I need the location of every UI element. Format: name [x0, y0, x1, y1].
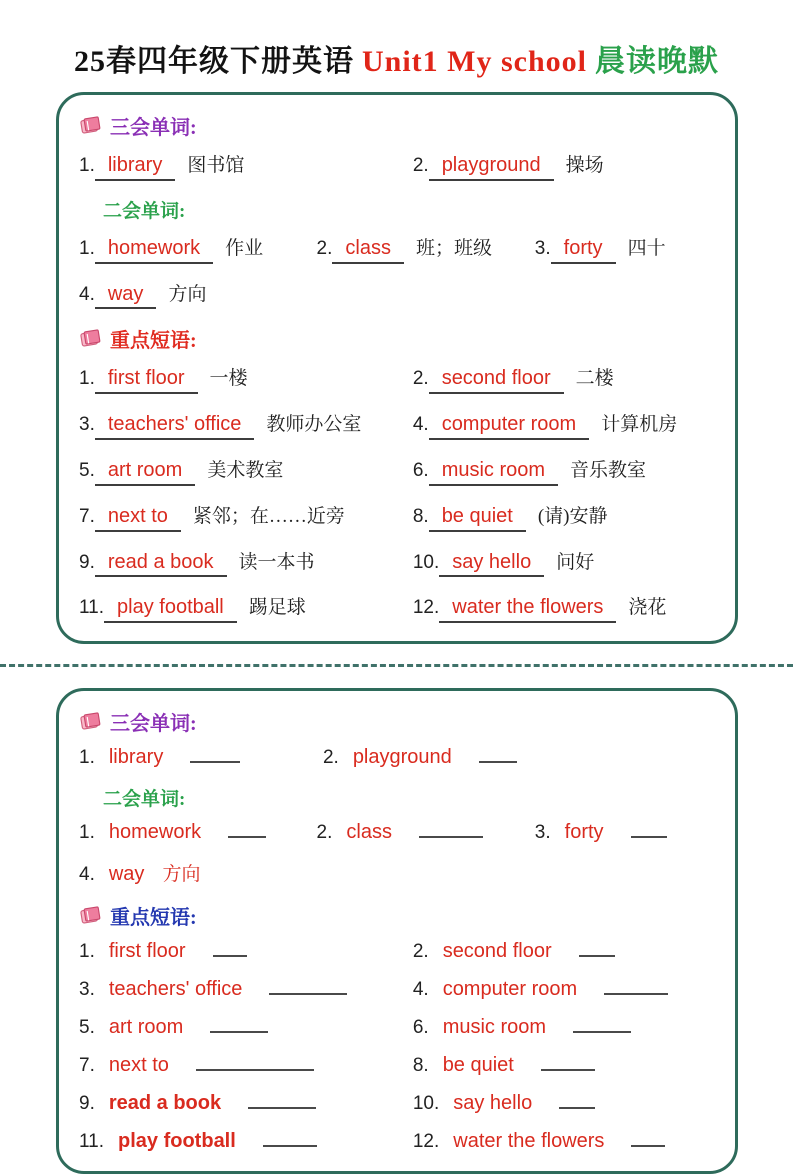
answer-blank — [95, 412, 255, 440]
blank-line — [573, 1016, 631, 1033]
section-header-erhui: 二会单词: — [103, 200, 186, 222]
item-number: 2. — [316, 822, 333, 844]
answer-word: water the flowers — [452, 596, 604, 619]
section-header-erhui: 二会单词: — [103, 789, 186, 811]
chinese-meaning: 操场 — [565, 155, 604, 176]
phrase-item — [413, 547, 721, 578]
item-number: 3. — [534, 237, 551, 259]
phrase-item — [79, 501, 413, 532]
item-number: 1. — [79, 941, 95, 963]
phrase-item — [79, 1092, 413, 1115]
answer-word: next to — [107, 504, 168, 527]
phrase-word: play football — [118, 1130, 236, 1153]
answer-box — [56, 92, 738, 644]
phrase-item — [79, 547, 413, 578]
phrase-row — [79, 592, 721, 623]
item-number: 5. — [79, 459, 95, 481]
blank-line — [190, 746, 240, 763]
book-icon — [79, 712, 102, 731]
vocab-item — [413, 150, 721, 181]
chinese-meaning: 四十 — [627, 237, 666, 259]
item-number: 7. — [79, 505, 95, 527]
phrase-row — [79, 1092, 721, 1115]
answer-blank — [429, 366, 564, 394]
chinese-meaning: 二楼 — [575, 368, 614, 390]
answer-word: forty — [563, 236, 603, 259]
blank-line — [479, 746, 517, 763]
answer-blank — [95, 153, 175, 181]
chinese-meaning: 图书馆 — [187, 155, 245, 176]
item-number: 9. — [79, 551, 95, 573]
item-number: 8. — [412, 505, 429, 527]
chinese-meaning: 方向 — [162, 864, 201, 886]
answer-blank — [95, 550, 227, 578]
answer-blank — [439, 550, 544, 578]
vocab-item — [79, 150, 413, 181]
answer-blank — [95, 236, 213, 264]
item-number: 2. — [412, 368, 429, 390]
phrase-row — [79, 547, 721, 578]
blank-line — [228, 821, 266, 838]
answer-blank — [429, 153, 554, 181]
item-number: 2. — [412, 941, 429, 963]
answer-word: computer room — [441, 413, 577, 436]
item-number: 4. — [412, 979, 429, 1001]
item-number: 12. — [412, 1131, 440, 1153]
practice-box — [56, 688, 738, 1174]
item-number: 6. — [412, 1017, 429, 1039]
item-number: 1. — [79, 155, 95, 176]
chinese-meaning: 问好 — [556, 551, 595, 573]
item-number: 4. — [412, 414, 429, 436]
item-number: 4. — [79, 283, 95, 305]
blank-line — [269, 978, 347, 995]
blank-line — [263, 1130, 317, 1147]
title-suffix: 晨读晚默 — [595, 45, 719, 78]
chinese-meaning: 读一本书 — [238, 551, 315, 573]
item-number: 10. — [412, 1093, 440, 1115]
phrase-item — [413, 592, 721, 623]
vocab-item — [79, 233, 317, 264]
item-number: 8. — [412, 1055, 429, 1077]
section-header-sanhui — [79, 111, 721, 140]
phrase-item — [413, 1092, 721, 1115]
item-number: 9. — [79, 1093, 95, 1115]
answer-word: say hello — [452, 550, 532, 573]
phrase-row — [79, 1054, 721, 1077]
phrase-item — [79, 1130, 413, 1153]
worksheet-page — [0, 36, 793, 1174]
item-number: 7. — [79, 1055, 95, 1077]
phrase-row — [79, 409, 721, 440]
blank-line — [213, 940, 247, 957]
answer-word: teachers' office — [107, 413, 242, 436]
answer-blank — [95, 282, 157, 310]
phrase-item — [413, 363, 721, 394]
chinese-meaning: 班；班级 — [415, 237, 492, 259]
chinese-meaning: 美术教室 — [207, 459, 284, 481]
phrase-item — [413, 409, 721, 440]
vocab-word: playground — [352, 746, 452, 769]
answer-word: read a book — [107, 550, 214, 573]
blank-line — [248, 1092, 316, 1109]
item-number: 2. — [322, 747, 339, 769]
vocab-item — [317, 821, 535, 844]
section-header-phrases — [79, 901, 721, 930]
phrase-word: computer room — [442, 978, 578, 1001]
phrase-word: water the flowers — [453, 1130, 605, 1153]
blank-line — [419, 821, 483, 838]
vocab-row — [79, 821, 721, 844]
phrase-item — [79, 940, 413, 963]
vocab-word: forty — [564, 821, 604, 844]
phrase-item — [413, 940, 721, 963]
blank-line — [559, 1092, 595, 1109]
vocab-row — [79, 279, 721, 310]
phrase-item — [413, 1016, 721, 1039]
vocab-row — [79, 150, 721, 181]
phrase-word: be quiet — [442, 1054, 514, 1077]
answer-word: first floor — [107, 367, 185, 390]
answer-blank — [95, 458, 195, 486]
item-number: 12. — [412, 597, 440, 619]
phrase-item — [79, 1054, 413, 1077]
item-number: 3. — [534, 822, 551, 844]
phrase-word: second floor — [442, 940, 552, 963]
answer-word: play football — [117, 596, 224, 619]
item-number: 6. — [412, 459, 429, 481]
blank-line — [631, 1130, 665, 1147]
phrase-item — [413, 978, 721, 1001]
phrase-row — [79, 940, 721, 963]
vocab-word: library — [108, 746, 164, 769]
vocab-word: homework — [108, 821, 202, 844]
answer-word: homework — [107, 236, 201, 259]
answer-blank — [429, 504, 526, 532]
vocab-item — [317, 233, 535, 264]
answer-word: second floor — [441, 367, 551, 390]
phrase-row — [79, 501, 721, 532]
phrase-row — [79, 363, 721, 394]
answer-blank — [95, 504, 181, 532]
section-label: 三会单词: — [110, 117, 197, 139]
vocab-item — [79, 279, 206, 310]
phrase-item — [413, 501, 721, 532]
chinese-meaning: 浇花 — [628, 597, 667, 619]
blank-line — [631, 821, 667, 838]
item-number: 10. — [412, 551, 440, 573]
section-label: 三会单词: — [110, 713, 197, 736]
answer-blank — [551, 236, 616, 264]
vocab-row — [79, 746, 721, 769]
phrase-word: art room — [108, 1016, 184, 1039]
answer-blank — [332, 236, 404, 264]
blank-line — [210, 1016, 268, 1033]
blank-line — [541, 1054, 595, 1071]
phrase-row — [79, 978, 721, 1001]
section-label: 重点短语: — [110, 907, 197, 930]
item-number: 1. — [79, 822, 95, 844]
phrase-item — [79, 409, 413, 440]
phrase-row — [79, 455, 721, 486]
answer-word: way — [107, 282, 144, 305]
answer-word: playground — [441, 154, 541, 176]
phrase-word: teachers' office — [108, 978, 243, 1001]
chinese-meaning: 紧邻；在……近旁 — [192, 505, 345, 527]
item-number: 1. — [79, 747, 95, 769]
item-number: 11. — [79, 597, 105, 619]
answer-word: be quiet — [441, 504, 513, 527]
answer-word: class — [345, 236, 391, 259]
phrase-item — [413, 1130, 721, 1153]
vocab-row — [79, 233, 721, 264]
blank-line — [604, 978, 668, 995]
section-label: 重点短语: — [110, 330, 197, 353]
vocab-item — [323, 746, 721, 769]
answer-word: music room — [441, 458, 546, 481]
vocab-word: way — [108, 863, 145, 886]
vocab-item — [535, 821, 721, 844]
chinese-meaning: 方向 — [168, 283, 207, 305]
item-number: 3. — [79, 979, 95, 1001]
answer-blank — [95, 366, 198, 394]
answer-blank — [429, 412, 590, 440]
blank-line — [196, 1054, 314, 1071]
phrase-word: music room — [442, 1016, 547, 1039]
title-grade: 25春四年级下册英语 — [74, 45, 354, 78]
answer-word: library — [107, 154, 163, 176]
phrase-row — [79, 1016, 721, 1039]
phrase-word: next to — [108, 1054, 169, 1077]
answer-word: art room — [107, 458, 183, 481]
vocab-item — [535, 233, 721, 264]
chinese-meaning: 音乐教室 — [570, 459, 647, 481]
blank-line — [579, 940, 615, 957]
phrase-item — [79, 455, 413, 486]
page-title — [0, 36, 793, 80]
book-icon — [79, 906, 102, 925]
answer-blank — [439, 595, 616, 623]
item-number: 4. — [79, 864, 95, 886]
item-number: 2. — [316, 237, 333, 259]
section-header-sanhui — [79, 707, 721, 736]
vocab-item — [79, 859, 200, 886]
phrase-item — [79, 978, 413, 1001]
phrase-word: read a book — [108, 1092, 222, 1115]
phrase-word: first floor — [108, 940, 186, 963]
book-icon — [79, 116, 102, 135]
section-header-phrases — [79, 324, 721, 353]
chinese-meaning: (请)安静 — [537, 505, 608, 527]
title-unit: Unit1 My school — [362, 45, 587, 78]
chinese-meaning: 踢足球 — [248, 597, 306, 619]
vocab-item — [79, 821, 317, 844]
phrase-row — [79, 1130, 721, 1153]
chinese-meaning: 教师办公室 — [266, 414, 362, 436]
phrase-item — [413, 1054, 721, 1077]
answer-blank — [429, 458, 558, 486]
item-number: 3. — [79, 414, 95, 436]
phrase-item — [79, 1016, 413, 1039]
book-icon — [79, 329, 102, 348]
chinese-meaning: 一楼 — [209, 368, 248, 390]
phrase-item — [413, 455, 721, 486]
chinese-meaning: 计算机房 — [601, 414, 678, 436]
answer-blank — [104, 595, 237, 623]
phrase-word: say hello — [453, 1092, 533, 1115]
phrase-item — [79, 363, 413, 394]
item-number: 11. — [79, 1131, 105, 1153]
vocab-item — [79, 746, 323, 769]
item-number: 5. — [79, 1017, 95, 1039]
item-number: 2. — [412, 155, 429, 176]
chinese-meaning: 作业 — [225, 237, 264, 259]
item-number: 1. — [79, 237, 95, 259]
vocab-word: class — [346, 821, 392, 844]
dashed-divider — [0, 664, 793, 667]
phrase-item — [79, 592, 413, 623]
vocab-row — [79, 859, 721, 886]
item-number: 1. — [79, 368, 95, 390]
